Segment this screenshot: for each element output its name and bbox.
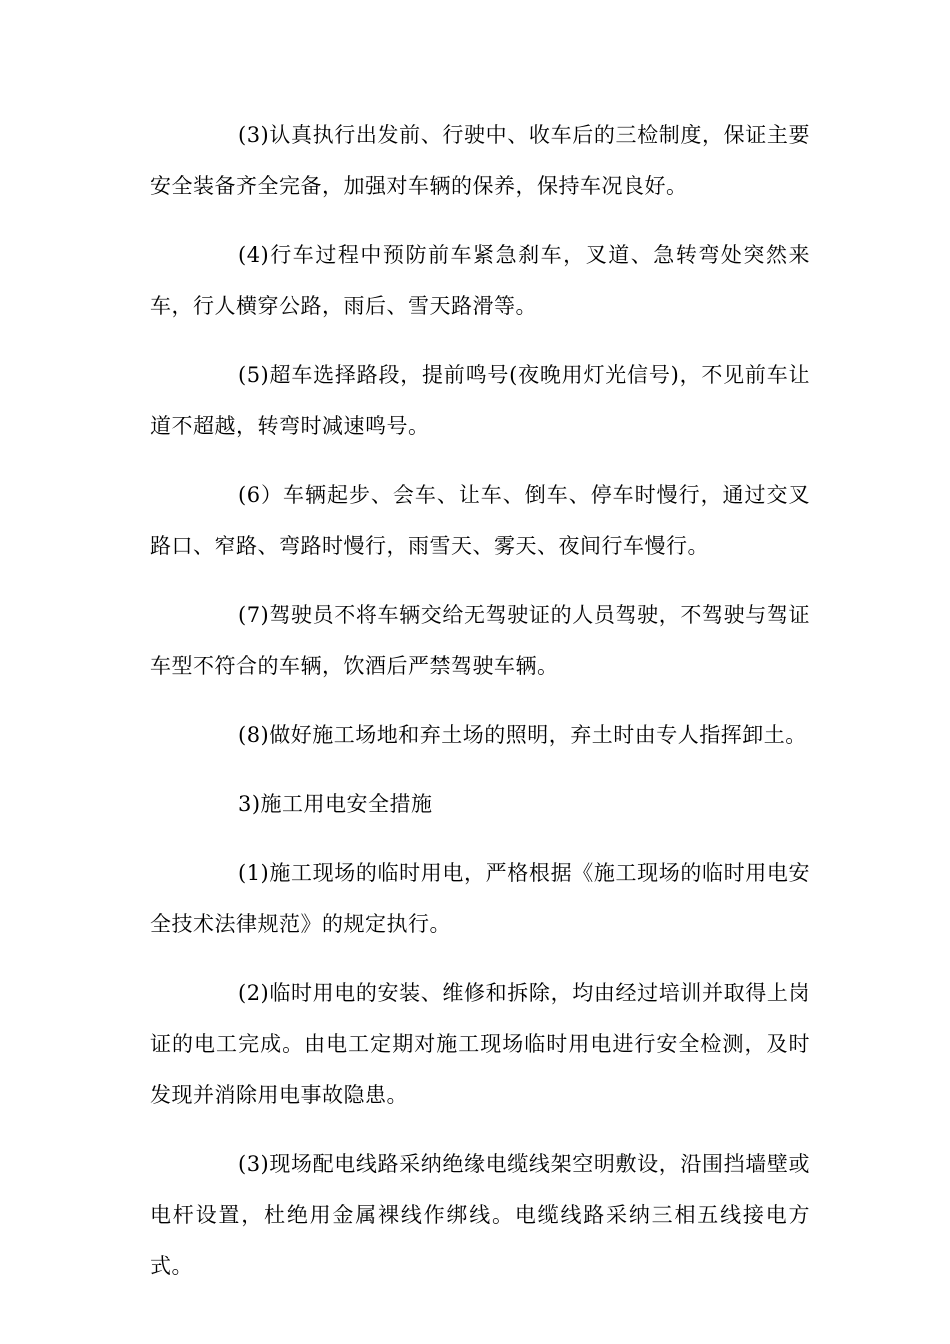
document-page	[150, 110, 810, 1310]
paragraph-4-emergency-braking: (4)行车过程中预防前车紧急刹车，叉道、急转弯处突然来车，行人横穿公路，雨后、雪天路滑等。	[150, 243, 810, 318]
paragraph-3-wiring: (3)现场配电线路采纳绝缘电缆线架空明敷设，沿围挡墙壁或电杆设置，杜绝用金属裸线作绑线。电缆线路采纳三相五线接电方式。	[150, 1152, 810, 1278]
paragraph-3-vehicle-inspection: (3)认真执行出发前、行驶中、收车后的三检制度，保证主要安全装备齐全完备，加强对车辆的保养，保持车况良好。	[150, 123, 810, 198]
paragraph-7-driver-license: (7)驾驶员不将车辆交给无驾驶证的人员驾驶，不驾驶与驾证车型不符合的车辆，饮酒后严禁驾驶车辆。	[150, 603, 810, 678]
paragraph-8-lighting: (8)做好施工场地和弃土场的照明，弃土时由专人指挥卸土。	[238, 723, 807, 747]
paragraph-1-temporary-power: (1)施工现场的临时用电，严格根据《施工现场的临时用电安全技术法律规范》的规定执行。	[150, 861, 810, 936]
section-heading-electrical-safety: 3)施工用电安全措施	[238, 792, 433, 816]
paragraph-2-installation: (2)临时用电的安装、维修和拆除，均由经过培训并取得上岗证的电工完成。由电工定期对施工现场临时用电进行安全检测，及时发现并消除用电事故隐患。	[150, 981, 810, 1107]
paragraph-6-slow-driving: (6）车辆起步、会车、让车、倒车、停车时慢行，通过交叉路口、窄路、弯路时慢行，雨雪天、雾天、夜间行车慢行。	[150, 483, 810, 558]
paragraph-5-overtaking: (5)超车选择路段，提前鸣号(夜晚用灯光信号)，不见前车让道不超越，转弯时减速鸣号。	[150, 363, 810, 438]
